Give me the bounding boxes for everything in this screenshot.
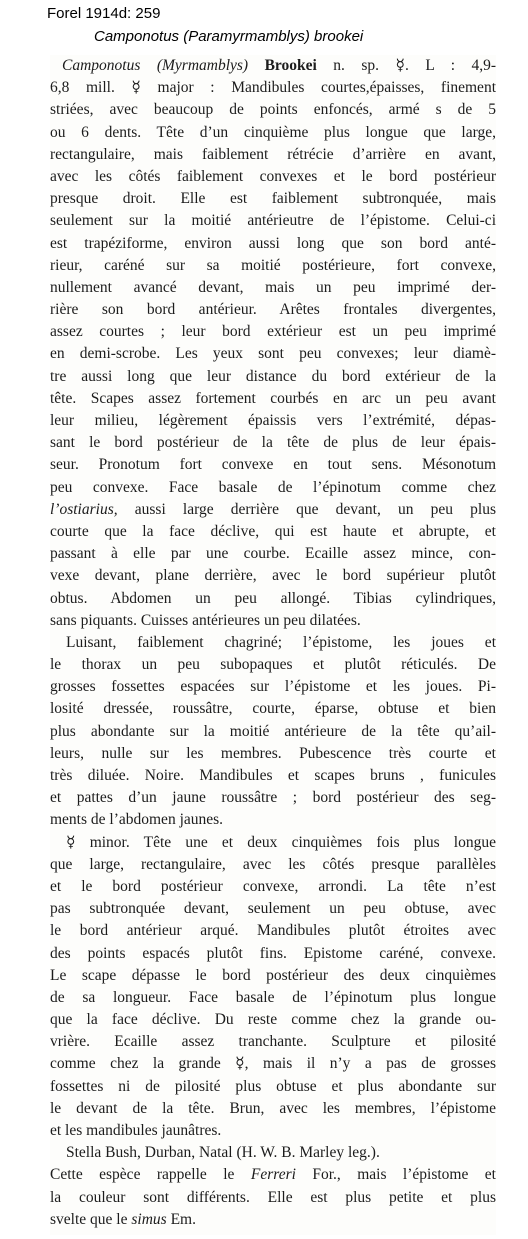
text-line: leur milieu, légèrement épaissis vers l’extrémité, dépas- bbox=[50, 412, 496, 429]
text-line: le devant de la tête. Brun, avec les membres, l’épistome bbox=[50, 1099, 496, 1117]
text-line: seur. Pronotum fort convexe en tout sens. Mésonotum bbox=[50, 456, 496, 474]
text-line: striées, avec beaucoup de points enfoncés, armé s de 5 bbox=[50, 101, 496, 119]
text-line: très diluée. Noire. Mandibules et scapes bruns , funicules bbox=[50, 767, 496, 784]
text-line: grosses fossettes espacées sur l’épistome et les joues. Pi- bbox=[50, 678, 496, 696]
species-name: Brookei bbox=[264, 57, 317, 74]
text-line: leurs, nulle sur les membres. Pubescence très courte et bbox=[50, 744, 496, 762]
text-line: et le bord postérieur convexe, arrondi. La tête n’est bbox=[50, 877, 496, 895]
text-line: tre aussi long que leur distance du bord extérieur de la bbox=[50, 367, 496, 385]
text-line: presque droit. Elle est faiblement subtronquée, mais bbox=[50, 190, 496, 208]
genus-name: Camponotus (Myrmamblys) bbox=[62, 57, 249, 74]
text-line: obtus. Abdomen un peu allongé. Tibias cylindriques, bbox=[50, 589, 496, 607]
text-line: que la face déclive. Du reste comme chez la grande ou- bbox=[50, 1011, 496, 1029]
taxon-title: Camponotus (Paramyrmamblys) brookei bbox=[94, 28, 364, 45]
text-line: rieur, caréné sur sa moitié postérieure, fort convexe, bbox=[50, 256, 496, 274]
text-line: losité dressée, roussâtre, courte, éparse, obtuse et bien bbox=[50, 700, 496, 718]
text-line: et les mandibules jaunâtres. bbox=[50, 1122, 222, 1139]
text-line: courte que la face déclive, qui est haute et abrupte, et bbox=[50, 522, 496, 540]
text-line: nullement avancé devant, mais un peu imprimé der- bbox=[50, 278, 496, 296]
species-reference: simus bbox=[131, 1210, 167, 1228]
text-line: de sa longueur. Face basale de l’épinotum plus longue bbox=[50, 988, 496, 1006]
text-span: n. sp. ☿. L : 4,9- bbox=[333, 57, 496, 74]
scanned-text-block bbox=[50, 55, 496, 1235]
text-span: svelte que le bbox=[50, 1210, 128, 1228]
text-span: For., mais l’épistome et bbox=[312, 1166, 496, 1184]
page-header bbox=[0, 0, 528, 52]
text-line: Le scape dépasse le bord postérieur des deux cinquièmes bbox=[50, 966, 496, 984]
text-line: Stella Bush, Durban, Natal (H. W. B. Marley leg.). bbox=[66, 1144, 380, 1162]
text-line: tête. Scapes assez fortement courbés en arc un peu avant bbox=[50, 389, 496, 407]
citation-reference: Forel 1914d: 259 bbox=[47, 5, 161, 22]
text-line: comme chez la grande ☿, mais il n’y a pas de grosses bbox=[50, 1055, 496, 1073]
text-line: rectangulaire, mais faiblement rétrécie d’arrière en avant, bbox=[50, 145, 496, 163]
text-line: est trapéziforme, environ aussi long que son bord anté- bbox=[50, 234, 496, 252]
text-line: seulement sur la moitié antérieutre de l’épistome. Celui-ci bbox=[50, 212, 496, 230]
text-line: vexe devant, plane derrière, avec le bord supérieur plutôt bbox=[50, 567, 496, 585]
text-line: le bord antérieur arqué. Mandibules plutôt étroites avec bbox=[50, 922, 496, 940]
text-span: Em. bbox=[170, 1210, 196, 1228]
text-line: le thorax un peu subopaques et plutôt réticulés. De bbox=[50, 656, 496, 674]
text-line: assez courtes ; leur bord extérieur est un peu imprimé bbox=[50, 323, 496, 341]
text-line: 6,8 mill. ☿ major : Mandibules courtes,épaisses, finement bbox=[50, 79, 496, 97]
text-line: sant le bord postérieur de la tête de plus de leur épais- bbox=[50, 434, 496, 452]
species-reference: Ferreri bbox=[250, 1166, 296, 1184]
species-reference: l’ostiarius, bbox=[50, 500, 118, 518]
text-line: peu convexe. Face basale de l’épinotum comme chez bbox=[50, 478, 496, 496]
text-line: fossettes ni de pilosité plus obtuse et plus abondante sur bbox=[50, 1077, 496, 1095]
text-line: ou 6 dents. Tête d’un cinquième plus longue que large, bbox=[50, 123, 496, 141]
text-line: que large, rectangulaire, avec les côtés presque parallèles bbox=[50, 855, 496, 873]
text-line bbox=[50, 1209, 496, 1231]
text-line: ☿ minor. Tête une et deux cinquièmes fois plus longue bbox=[66, 833, 496, 851]
text-line bbox=[50, 1164, 496, 1186]
text-line: passant à elle par une courbe. Ecaille assez mince, con- bbox=[50, 545, 496, 563]
text-line bbox=[50, 499, 496, 521]
text-span: aussi large derrière que devant, un peu plus bbox=[134, 500, 496, 518]
text-line: vrière. Ecaille assez tranchante. Sculpture et pilosité bbox=[50, 1033, 496, 1051]
text-line bbox=[50, 55, 496, 77]
text-line: sans piquants. Cuisses antérieures un peu dilatées. bbox=[50, 611, 361, 629]
text-line: pas subtronquée devant, seulement un peu obtuse, avec bbox=[50, 900, 496, 918]
text-line: Luisant, faiblement chagriné; l’épistome, les joues et bbox=[66, 633, 496, 651]
text-line: avec les côtés faiblement convexes et le bord postérieur bbox=[50, 167, 496, 185]
text-line: des points espacés plutôt fins. Epistome caréné, convexe. bbox=[50, 944, 496, 962]
text-line: ments de l’abdomen jaunes. bbox=[50, 811, 224, 829]
text-line: en demi-scrobe. Les yeux sont peu convexes; leur diamè- bbox=[50, 345, 496, 363]
text-line: plus abondante sur la moitié antérieure de la tête qu’ail- bbox=[50, 722, 496, 740]
text-span: Cette espèce rappelle le bbox=[50, 1166, 235, 1184]
text-line: rière son bord antérieur. Arêtes frontales divergentes, bbox=[50, 301, 496, 319]
text-line: la couleur sont différents. Elle est plus petite et plus bbox=[50, 1188, 496, 1206]
text-line: et pattes d’un jaune roussâtre ; bord postérieur des seg- bbox=[50, 789, 496, 807]
